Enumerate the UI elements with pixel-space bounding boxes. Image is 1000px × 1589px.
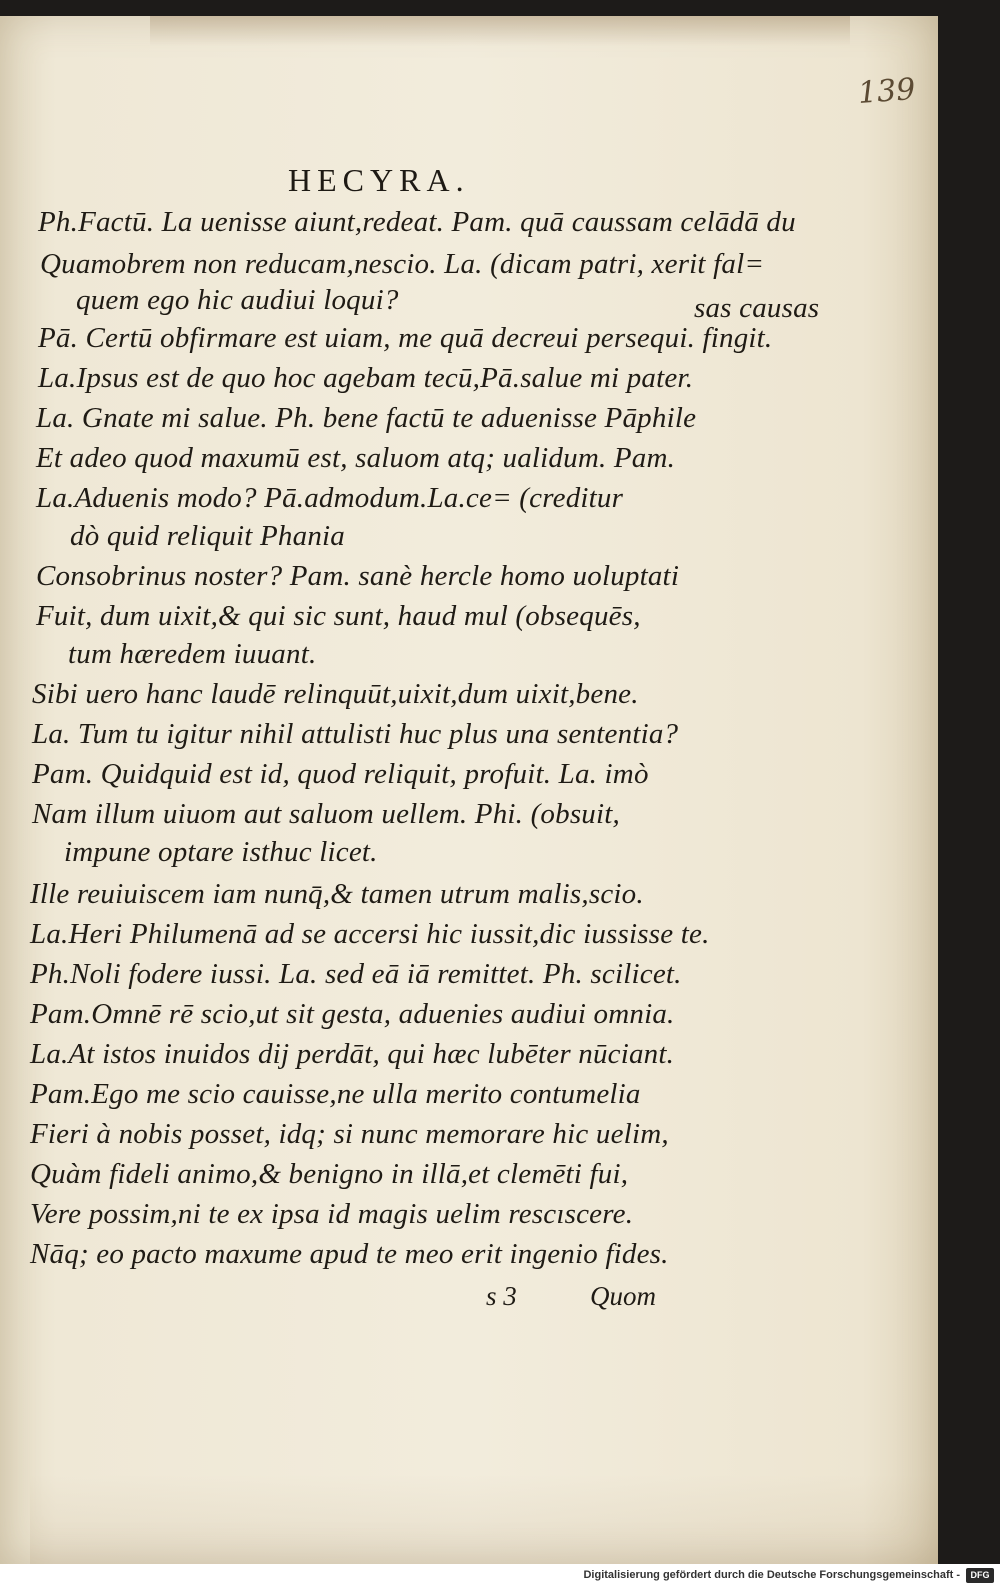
page-edge-stain (150, 16, 850, 46)
text-line: Consobrinus noster? Pam. sanè hercle homo uoluptati (36, 560, 680, 592)
text-line: Quamobrem non reducam,nescio. La. (dicam patri, xerit fal= (40, 248, 765, 280)
text-line: Pam.Omnē rē scio,ut sit gesta, aduenies audiui omnia. (30, 998, 675, 1030)
footer-credit: Digitalisierung gefördert durch die Deutsche Forschungsgemeinschaft - (583, 1569, 960, 1581)
text-line: Ph.Factū. La uenisse aiunt,redeat. Pam. quā caussam celādā du (38, 206, 796, 238)
dfg-logo-icon: DFG (966, 1568, 994, 1583)
text-line: La. Tum tu igitur nihil attulisti huc plus una sententia? (32, 718, 679, 750)
margin-note: sas causas (694, 292, 820, 324)
text-line: Pam.Ego me scio cauisse,ne ulla merito contumelia (30, 1078, 641, 1110)
text-line: quem ego hic audiui loqui? (76, 284, 399, 316)
text-line: Nam illum uiuom aut saluom uellem. Phi. (obsuit, (32, 798, 620, 830)
folio-number: 139 (856, 72, 917, 111)
text-line: Quàm fideli animo,& benigno in illā,et clemēti fui, (30, 1158, 629, 1190)
text-line: Fieri à nobis posset, idq; si nunc memorare hic uelim, (30, 1118, 669, 1150)
text-line: dò quid reliquit Phania (70, 520, 345, 552)
running-head: HECYRA. (288, 162, 470, 198)
text-line: La.At istos inuidos dij perdāt, qui hæc lubēter nūciant. (30, 1038, 675, 1070)
text-line: Vere possim,ni te ex ipsa id magis uelim rescıscere. (30, 1198, 634, 1230)
text-line: Nāq; eo pacto maxume apud te meo erit ingenio fides. (30, 1238, 669, 1270)
text-line: La.Ipsus est de quo hoc agebam tecū,Pā.salue mi pater. (38, 362, 694, 394)
text-line: Pam. Quidquid est id, quod reliquit, profuit. La. imò (32, 758, 649, 790)
text-line: La. Gnate mi salue. Ph. bene factū te aduenisse Pāphile (36, 402, 697, 434)
text-line: La.Aduenis modo? Pā.admodum.La.ce= (creditur (36, 482, 624, 514)
text-line: Fuit, dum uixit,& qui sic sunt, haud mul (obsequēs, (36, 600, 641, 632)
text-line: Sibi uero hanc laudē relinquūt,uixit,dum uixit,bene. (32, 678, 639, 710)
text-line: impune optare isthuc licet. (64, 836, 378, 868)
footer-bar (0, 1564, 1000, 1589)
catchword: Quom (590, 1281, 656, 1311)
book-page (0, 16, 938, 1564)
text-line: Ph.Noli fodere iussi. La. sed eā iā remittet. Ph. scilicet. (30, 958, 682, 990)
signature-mark: s 3 (486, 1281, 517, 1311)
text-line: La.Heri Philumenā ad se accersi hic iussit,dic iussisse te. (30, 918, 710, 950)
text-line: Pā. Certū obfirmare est uiam, me quā decreui persequi. fingit. (38, 322, 773, 354)
text-line: Ille reuiuisceт iam nunq̄,& tamen utrum malis,scio. (30, 878, 644, 910)
text-line: Et adeo quod maxumū est, saluom atq; ualidum. Pam. (36, 442, 676, 474)
text-line: tum hæredem iuuant. (68, 638, 317, 670)
